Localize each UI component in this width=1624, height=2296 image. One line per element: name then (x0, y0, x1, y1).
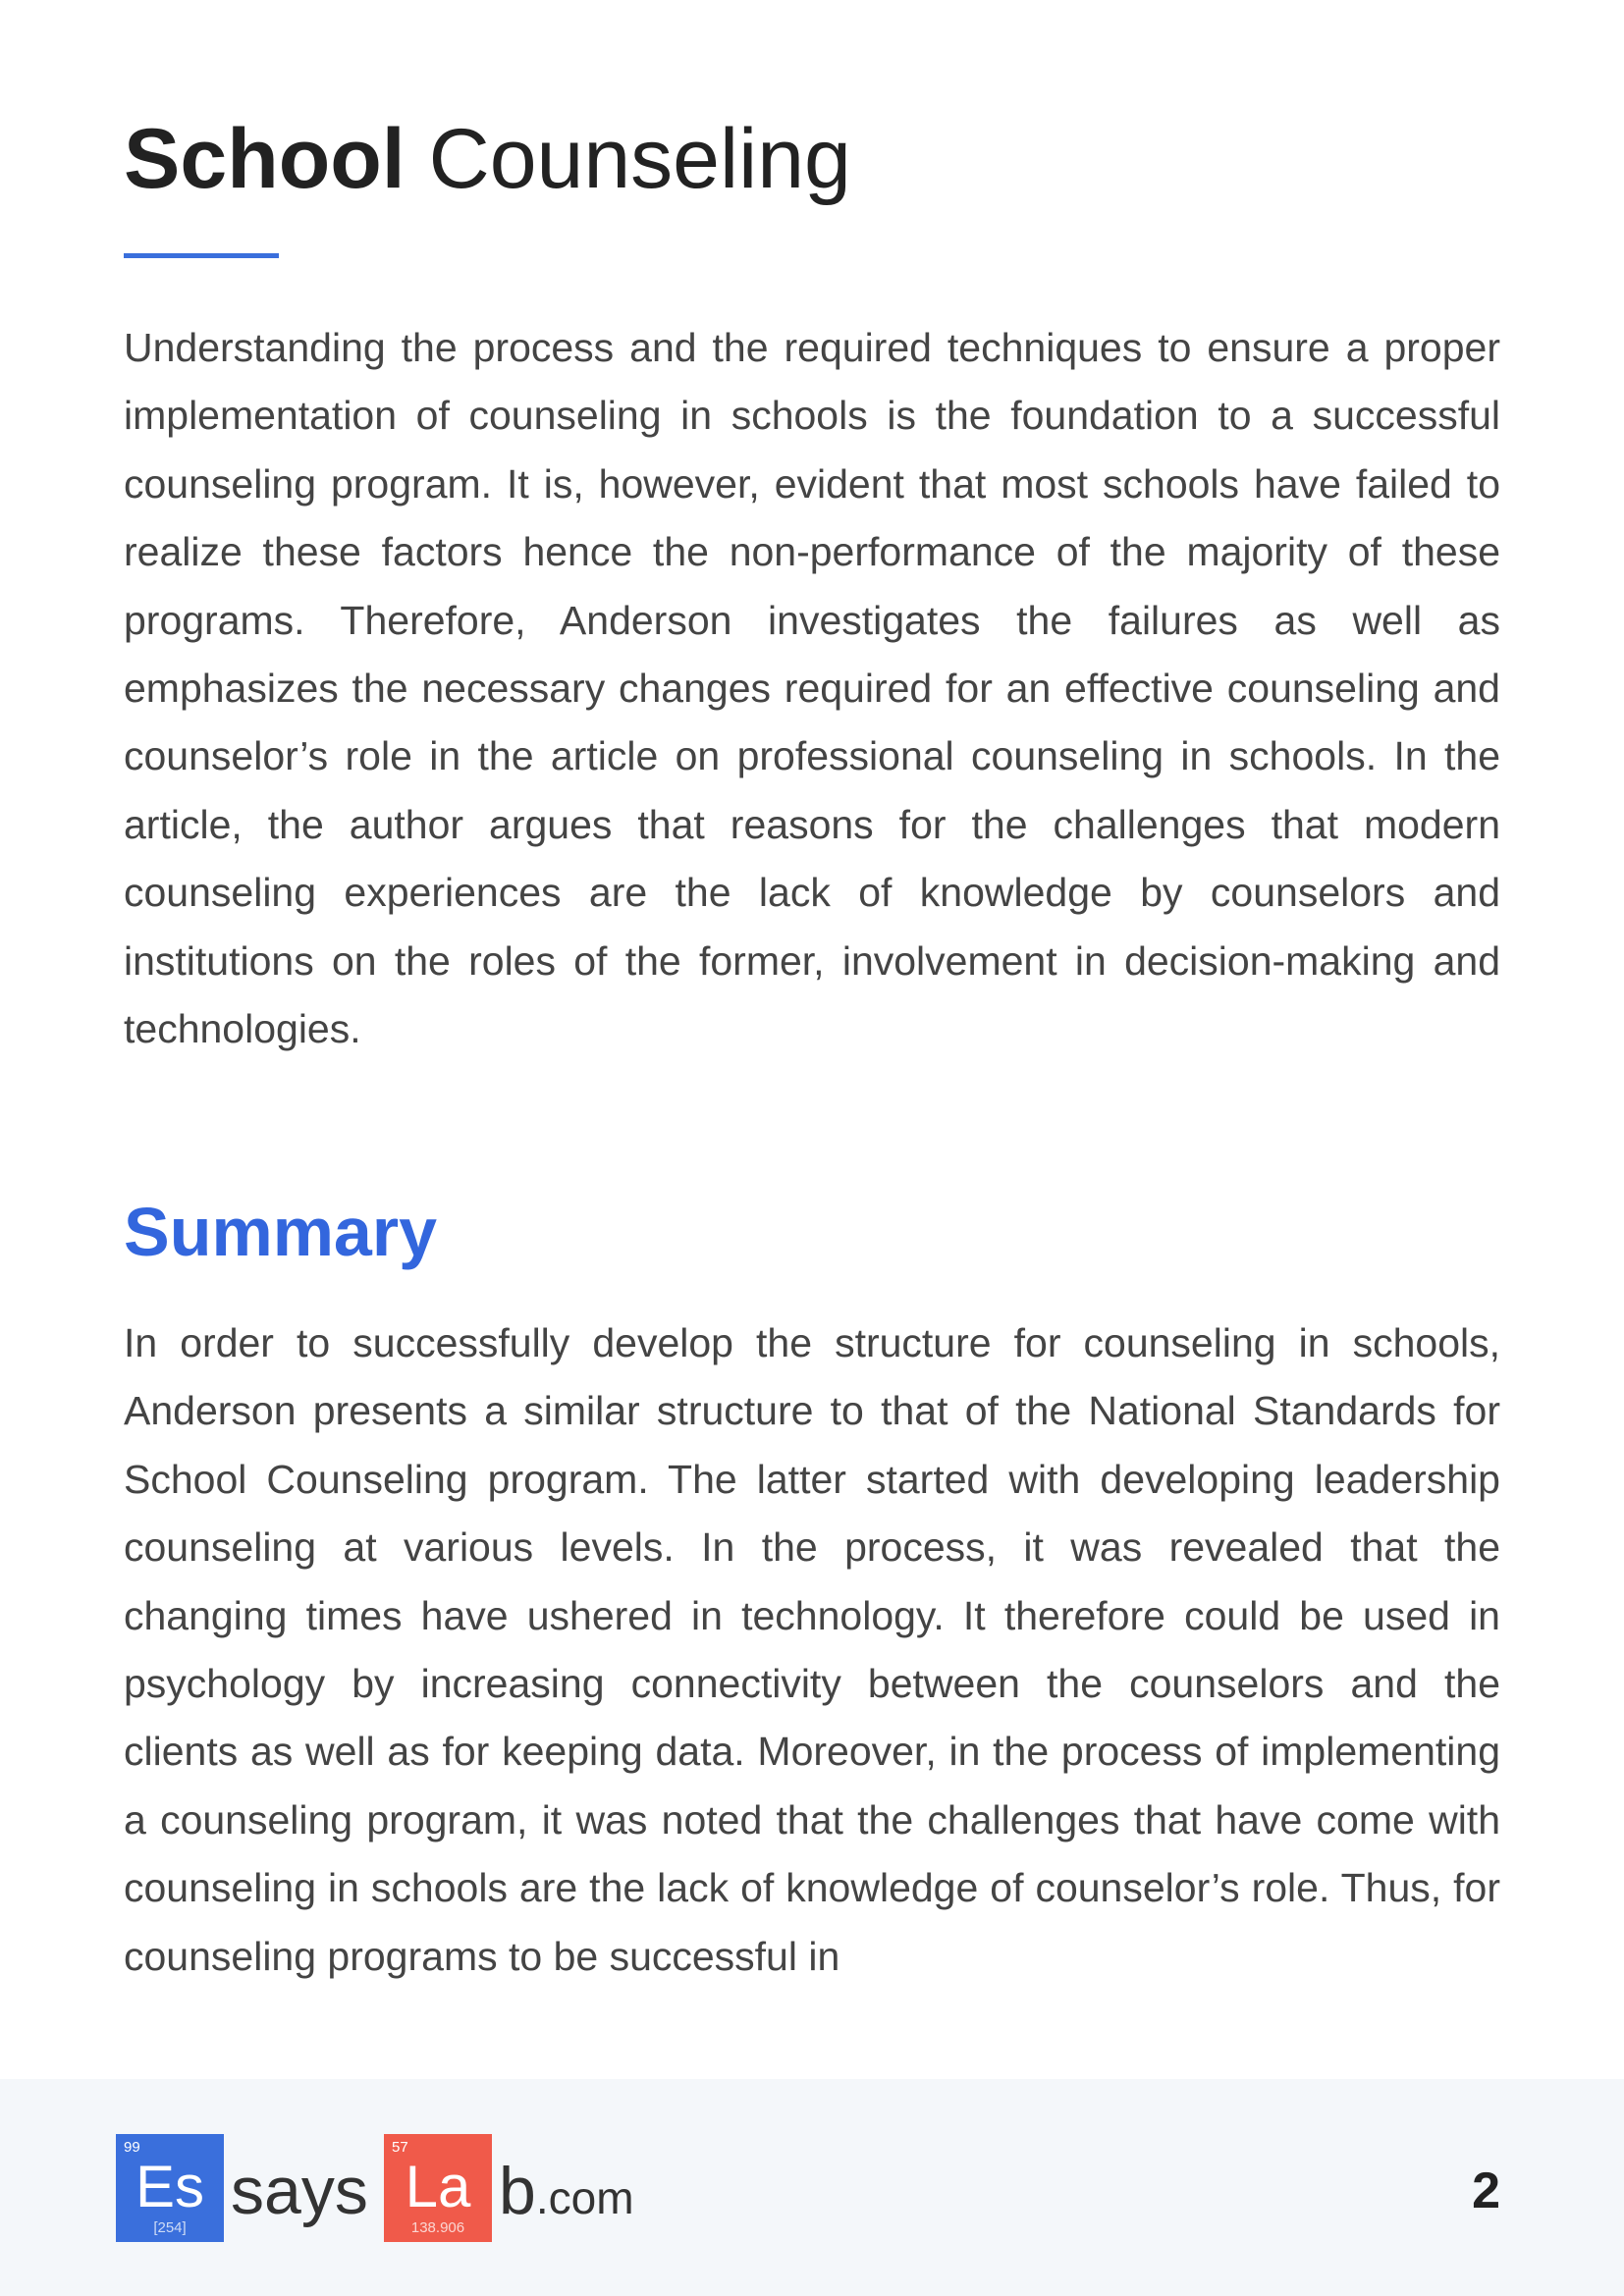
logo-tile-es-symbol: Es (135, 2154, 205, 2219)
logo-tile-es-number: 99 (124, 2139, 140, 2156)
page-title (124, 110, 851, 208)
page-title-regular: Counseling (405, 112, 851, 206)
summary-heading: Summary (124, 1194, 438, 1270)
logo-tile-es (116, 2134, 224, 2242)
logo-letter-b: b (499, 2154, 536, 2228)
page-number: 2 (1472, 2163, 1500, 2219)
logo-tile-es-sub: [254] (153, 2219, 187, 2236)
logo-word-b (499, 2152, 634, 2237)
summary-paragraph: In order to successfully develop the structure for counseling in schools, Anderson presents a similar structure to that of the National Standards for School Counseling program. The latter started with developing leadership counseling at various levels. In the process, it was revealed that the changing times have ushered in technology. It therefore could be used in psychology by increasing connectivity between the counselors and the clients as well as for keeping data. Moreover, in the process of implementing a counseling program, it was noted that the challenges that have come with counseling in schools are the lack of knowledge of counselor’s role. Thus, for counseling programs to be successful in (124, 1320, 1500, 1979)
logo-tile-la-number: 57 (392, 2139, 408, 2156)
logo-tile-la-sub: 138.906 (410, 2219, 465, 2236)
essayslab-logo (116, 2134, 646, 2244)
page-title-bold: School (124, 112, 406, 206)
intro-paragraph: Understanding the process and the required techniques to ensure a proper implementation of counseling in schools is the foundation to a successful counseling program. It is, however, evident that most schools have failed to realize these factors hence the non-performance of the majority of these programs. Therefore, Anderson investigates the failures as well as emphasizes the necessary changes required for an effective counseling and counselor’s role in the article on professional counseling in schools. In the article, the author argues that reasons for the challenges that modern counseling experiences are the lack of knowledge by counselors and institutions on the roles of the former, involvement in decision-making and technologies. (124, 325, 1500, 1052)
title-underline (124, 253, 279, 258)
logo-tile-la (384, 2134, 492, 2242)
logo-tile-la-symbol: La (405, 2154, 471, 2219)
logo-word-says: says (231, 2154, 368, 2228)
logo-domain: .com (535, 2172, 634, 2223)
